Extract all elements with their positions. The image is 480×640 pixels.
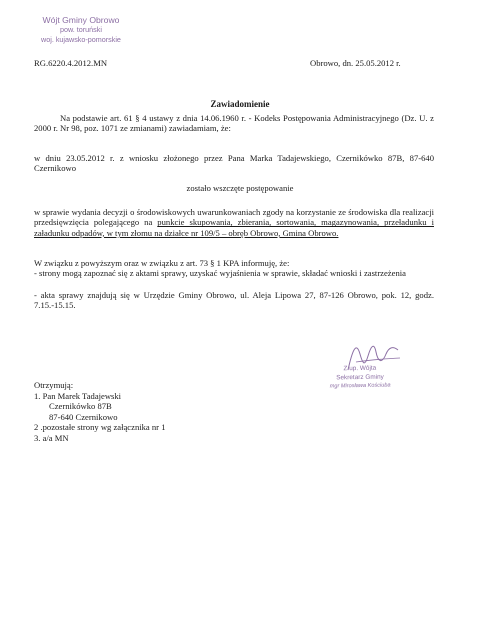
recipient-item: 3. a/a MN	[34, 432, 69, 443]
stamp-line-2: pow. toruński	[60, 25, 102, 34]
place-and-date: Obrowo, dn. 25.05.2012 r.	[310, 58, 401, 68]
proceedings-initiated: zostało wszczęte postępowanie	[186, 183, 294, 193]
bullet-files-location: - akta sprawy znajdują się w Urzędzie Gminy Obrowo, ul. Aleja Lipowa 27, 87-126 Obrowo, pok. 12, godz. 7.15.-15.15.	[34, 290, 434, 311]
recipients-list	[34, 391, 334, 443]
reference-number: RG.6220.4.2012.MN	[34, 58, 108, 68]
secretary-stamp	[320, 363, 400, 391]
subject-intro: w sprawie wydania decyzji o środowiskowych uwarunkowaniach zgody na korzystanie ze środowiska dla realizacji przedsięwzięcia polegającego na	[34, 207, 434, 228]
paragraph-information: W związku z powyższym oraz w związku z art. 73 § 1 KPA informuję, że:	[34, 258, 290, 268]
subject-underlined: punkcie skupowania, zbierania, sortowania, magazynowania, przeładunku i załadunku odpadów, w tym złomu na działce nr 109/5 – obręb Obrowo, Gmina Obrowo.	[34, 217, 434, 238]
document-title: Zawiadomienie	[210, 99, 270, 109]
paragraph-legal-basis: Na podstawie art. 61 § 4 ustawy z dnia 14.06.1960 r. - Kodeks Postępowania Administracyjnego (Dz. U. z 2000 r. Nr 98, poz. 1071 ze zmianami) zawiadamiam, że:	[34, 113, 434, 134]
bullet-rights: - strony mogą zapoznać się z aktami sprawy, uzyskać wyjaśnienia w sprawie, składać wnioski i zastrzeżenia	[34, 268, 406, 278]
secretary-stamp-line-2: Sekretarz Gminy	[336, 373, 384, 382]
recipient-item: 87-640 Czernikowo	[49, 411, 118, 422]
recipients-heading: Otrzymują:	[34, 380, 74, 390]
recipient-item: Czernikówko 87B	[49, 401, 112, 412]
office-stamp	[28, 15, 134, 45]
paragraph-subject	[34, 207, 434, 238]
recipient-item: 1. Pan Marek Tadajewski	[34, 391, 122, 401]
recipient-item: 2 .pozostałe strony wg załącznika nr 1	[34, 422, 166, 433]
secretary-stamp-line-1: Z up. Wójta	[343, 364, 377, 373]
stamp-line-3: woj. kujawsko-pomorskie	[41, 35, 121, 44]
stamp-line-1: Wójt Gminy Obrowo	[42, 15, 120, 25]
secretary-stamp-name: mgr Mirosława Kościuba	[329, 382, 391, 390]
paragraph-request: w dniu 23.05.2012 r. z wniosku złożonego przez Pana Marka Tadajewskiego, Czernikówko 87B, 87-640 Czernikowo	[34, 153, 434, 174]
